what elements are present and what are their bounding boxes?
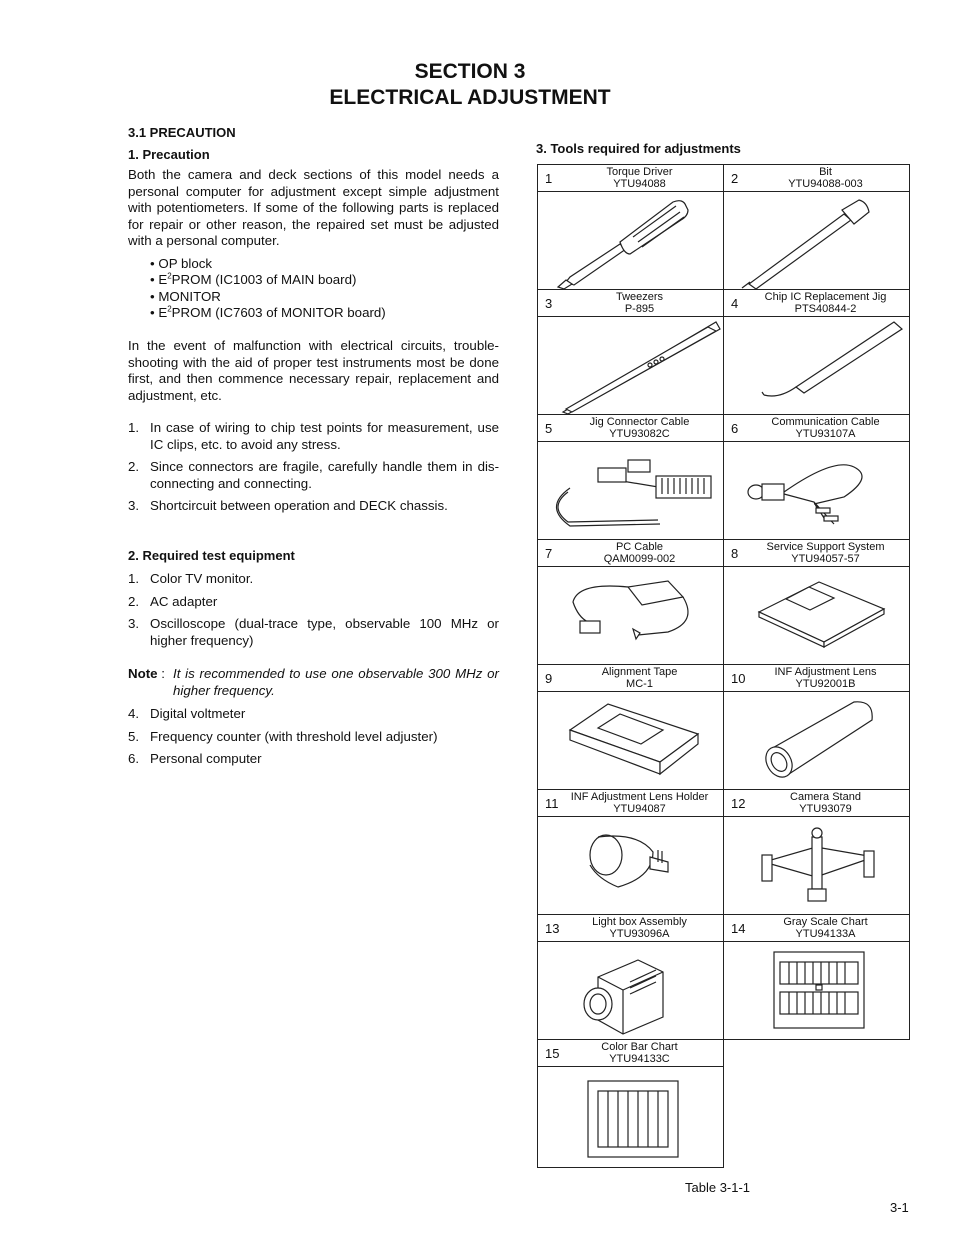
tool-cell-5: 5 Jig Connector Cable YTU93082C	[537, 414, 724, 540]
cassette-tape-icon	[538, 692, 723, 790]
bullet-item: • OP block	[150, 256, 213, 271]
test-equipment-list	[128, 571, 499, 649]
tool-cell-4: 4 Chip IC Replacement Jig PTS40844-2	[723, 289, 910, 415]
precaution-heading: 3.1 PRECAUTION	[128, 125, 236, 140]
tools-table	[537, 164, 910, 1168]
tool-cell-10: 10 INF Adjustment Lens YTU92001B	[723, 664, 910, 790]
tool-cell-15: 15 Color Bar Chart YTU94133C	[537, 1039, 724, 1168]
tool-cell-3: 3 Tweezers P-895	[537, 289, 724, 415]
light-box-icon	[538, 942, 723, 1040]
list-item: 2. Since connectors are fragile, carefully handle them in dis-connecting and connecting.	[128, 459, 499, 491]
tool-cell-12: 12 Camera Stand YTU93079	[723, 789, 910, 915]
list-item: 3. Oscilloscope (dual-trace type, observable 100 MHz or higher frequency)	[128, 616, 499, 648]
page-number: 3-1	[890, 1200, 909, 1215]
tool-cell-14: 14 Gray Scale Chart YTU94133A	[723, 914, 910, 1040]
pc-cable-icon	[538, 567, 723, 665]
list-item: 1. In case of wiring to chip test points for measurement, use IC clips, etc. to avoid any stress.	[128, 420, 499, 452]
tool-cell-11: 11 INF Adjustment Lens Holder YTU94087	[537, 789, 724, 915]
tool-cell-13: 13 Light box Assembly YTU93096A	[537, 914, 724, 1040]
tool-cell-1: 1 Torque Driver YTU94088	[537, 164, 724, 290]
list-item: 2. AC adapter	[128, 593, 218, 609]
color-bar-chart-icon	[538, 1067, 723, 1167]
table-caption: Table 3-1-1	[685, 1180, 751, 1195]
bullet-item: • $E^2PROM$ (IC1003 of MAIN board)	[150, 271, 357, 288]
ribbon-cable-icon	[538, 442, 723, 540]
bullet-item: • $E^2PROM$ (IC7603 of MONITOR board)	[150, 304, 386, 320]
bullet-item: • MONITOR	[150, 288, 221, 304]
camera-stand-icon	[724, 817, 909, 915]
note: Note : It is recommended to use one observable 300 MHz or higher frequency.	[128, 666, 499, 698]
list-item: 6. Personal computer	[128, 751, 262, 767]
section-name: ELECTRICAL ADJUSTMENT	[329, 86, 611, 109]
jig-icon	[724, 317, 909, 415]
tool-cell-2: 2 Bit YTU94088-003	[723, 164, 910, 290]
tool-cell-8: 8 Service Support System YTU94057-57	[723, 539, 910, 665]
parts-bullet-list	[150, 256, 490, 321]
list-item: 4. Digital voltmeter	[128, 706, 246, 721]
tweezers-icon	[538, 317, 723, 415]
comm-cable-icon	[724, 442, 909, 540]
note-label: Note	[128, 666, 158, 681]
tool-cell-7: 7 PC Cable QAM0099-002	[537, 539, 724, 665]
note-text: It is recommended to use one observable 300 MHz or higher frequency.	[173, 666, 499, 698]
list-item: 1. Color TV monitor.	[128, 571, 254, 586]
list-item: 5. Frequency counter (with threshold level adjuster)	[128, 728, 438, 744]
bit-icon	[724, 192, 909, 290]
gray-scale-chart-icon	[724, 942, 909, 1040]
precaution-numbered-list	[128, 420, 499, 515]
list-item: 3. Shortcircuit between operation and DECK chassis.	[128, 498, 448, 514]
test-equipment-heading: 2. Required test equipment	[128, 548, 295, 563]
lens-icon	[724, 692, 909, 790]
precaution-paragraph-2: In the event of malfunction with electrical circuits, trouble-shooting with the aid of proper test instruments most be done first, and then commence necessary repair, replacement and adjustment, etc.	[128, 338, 499, 403]
section-title	[0, 59, 954, 111]
precaution-subheading: 1. Precaution	[128, 147, 210, 162]
tools-heading: 3. Tools required for adjustments	[536, 141, 741, 156]
test-equipment-list-continued	[128, 706, 499, 768]
section-number: SECTION 3	[414, 60, 526, 83]
tool-cell-9: 9 Alignment Tape MC-1	[537, 664, 724, 790]
torque-driver-icon	[538, 192, 723, 290]
precaution-paragraph-1: Both the camera and deck sections of this model needs a personal computer for adjustment except simple adjustment with potentiometers. If some of the following parts is replaced for repair or other reason, the repaired set must be adjusted with a personal computer.	[128, 167, 499, 249]
floppy-disk-icon	[724, 567, 909, 665]
tool-cell-6: 6 Communication Cable YTU93107A	[723, 414, 910, 540]
lens-holder-icon	[538, 817, 723, 915]
